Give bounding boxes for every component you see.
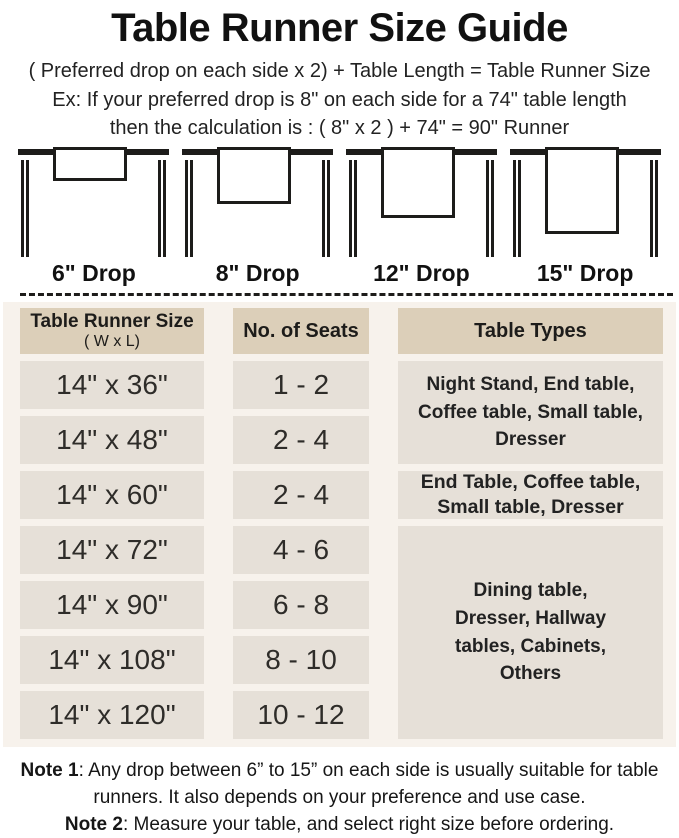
size-guide-table	[20, 308, 663, 739]
note-1-label: Note 1	[20, 760, 79, 781]
table-runner-shape	[381, 147, 455, 218]
table-figure-15in-drop	[510, 147, 661, 257]
column-header-runner-size	[20, 308, 204, 354]
table-leg-left	[349, 160, 357, 257]
size-cell: 14" x 36"	[20, 361, 204, 409]
seats-cell: 10 - 12	[233, 691, 369, 739]
size-cell: 14" x 72"	[20, 526, 204, 574]
table-figure-6in-drop	[18, 147, 169, 257]
column-header-runner-size-subtitle: ( W x L)	[84, 333, 140, 350]
table-leg-right	[158, 160, 166, 257]
table-leg-left	[185, 160, 193, 257]
size-cell: 14" x 60"	[20, 471, 204, 519]
table-types-cell-medium-tables: End Table, Coffee table, Small table, Dresser	[398, 471, 663, 519]
table-figure-8in-drop	[182, 147, 333, 257]
seats-cell: 6 - 8	[233, 581, 369, 629]
table-figure-12in-drop	[346, 147, 497, 257]
drop-figure-column	[12, 147, 176, 257]
note-2-label: Note 2	[64, 814, 123, 835]
size-cell: 14" x 120"	[20, 691, 204, 739]
table-leg-left	[513, 160, 521, 257]
table-leg-right	[486, 160, 494, 257]
table-runner-shape	[217, 147, 291, 204]
drop-labels-row	[12, 259, 667, 287]
drop-figure-column	[340, 147, 504, 257]
page-title: Table Runner Size Guide	[111, 6, 568, 50]
note-1	[2, 757, 677, 811]
column-header-seats: No. of Seats	[233, 308, 369, 354]
example-line-1: Ex: If your preferred drop is 8" on each side for a 74" table length	[52, 89, 627, 111]
seats-cell: 2 - 4	[233, 471, 369, 519]
dashed-divider	[20, 293, 673, 296]
note-2-text: : Measure your table, and select right size before ordering.	[122, 814, 615, 835]
drop-label-12in: 12" Drop	[373, 260, 470, 286]
drop-illustrations-row	[12, 147, 667, 257]
table-runner-shape	[545, 147, 619, 234]
formula-line: ( Preferred drop on each side x 2) + Table Length = Table Runner Size	[28, 60, 651, 82]
note-1-text: : Any drop between 6” to 15” on each side is usually suitable for table runners. It also depends on your preference and use case.	[78, 760, 659, 808]
example-line-2: then the calculation is : ( 8" x 2 ) + 74" = 90" Runner	[109, 117, 570, 139]
size-cell: 14" x 90"	[20, 581, 204, 629]
table-runner-shape	[53, 147, 127, 181]
column-header-runner-size-title: Table Runner Size	[30, 311, 194, 332]
table-leg-left	[21, 160, 29, 257]
size-cell: 14" x 48"	[20, 416, 204, 464]
seats-cell: 1 - 2	[233, 361, 369, 409]
drop-label-8in: 8" Drop	[215, 260, 300, 286]
table-leg-right	[650, 160, 658, 257]
size-guide-page	[0, 4, 679, 838]
seats-cell: 2 - 4	[233, 416, 369, 464]
table-types-cell-small-tables: Night Stand, End table, Coffee table, Small table, Dresser	[398, 361, 663, 464]
size-table-section	[3, 302, 676, 747]
table-leg-right	[322, 160, 330, 257]
seats-cell: 4 - 6	[233, 526, 369, 574]
drop-figure-column	[503, 147, 667, 257]
drop-label-6in: 6" Drop	[52, 260, 136, 286]
drop-figure-column	[176, 147, 340, 257]
size-cell: 14" x 108"	[20, 636, 204, 684]
drop-label-15in: 15" Drop	[536, 260, 634, 286]
seats-cell: 8 - 10	[233, 636, 369, 684]
note-2	[2, 811, 677, 838]
table-types-cell-large-tables: Dining table, Dresser, Hallway tables, Cabinets, Others	[398, 526, 663, 739]
column-header-table-types: Table Types	[398, 308, 663, 354]
